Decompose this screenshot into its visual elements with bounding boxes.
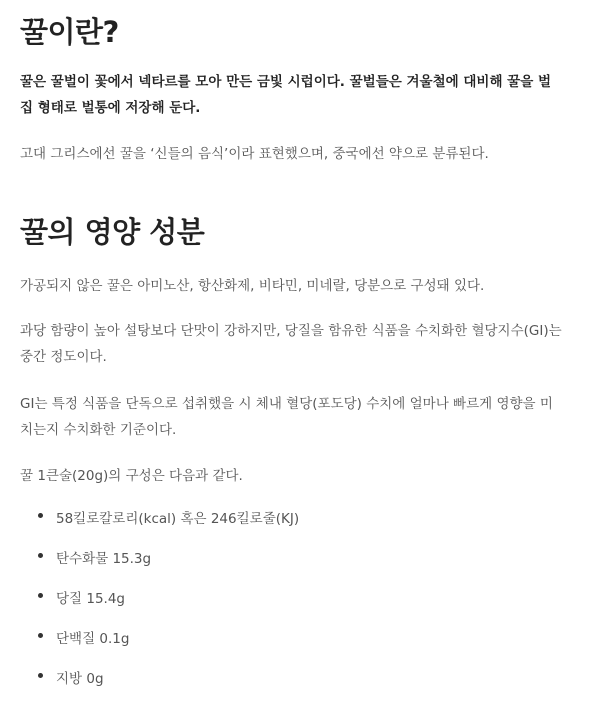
list-item-text: 당질 15.4g — [56, 591, 126, 607]
honey-history-paragraph: 고대 그리스에선 꿀을 ‘신들의 음식’이라 표현했으며, 중국에선 약으로 분류된다. — [20, 146, 489, 162]
spoon-composition-intro: 꿀 1큰술(20g)의 구성은 다음과 같다. — [20, 468, 243, 484]
bullet-icon — [38, 513, 43, 518]
bullet-icon — [38, 673, 43, 678]
list-item-text: 지방 0g — [56, 671, 104, 687]
honey-definition-paragraph: 꿀은 꿀벌이 꽃에서 넥타르를 모아 만든 금빛 시럽이다. 꿀벌들은 겨울철에 대비해 꿀을 벌집 형태로 벌통에 저장해 둔다. — [20, 74, 552, 116]
list-item-text: 58킬로칼로리(kcal) 혹은 246킬로줄(KJ) — [56, 511, 300, 527]
bullet-icon — [38, 633, 43, 638]
bullet-icon — [38, 593, 43, 598]
list-item — [38, 586, 299, 626]
nutrition-list — [38, 506, 299, 706]
list-item — [38, 546, 299, 586]
gi-definition-paragraph: GI는 특정 식품을 단독으로 섭취했을 시 체내 혈당(포도당) 수치에 얼마나 빠르게 영향을 미치는지 수치화한 기준이다. — [20, 396, 553, 438]
bullet-icon — [38, 553, 43, 558]
list-item — [38, 506, 299, 546]
list-item-text: 탄수화물 15.3g — [56, 551, 152, 567]
list-item — [38, 626, 299, 666]
section-heading-what-is-honey: 꿀이란? — [20, 15, 119, 49]
gi-level-paragraph: 과당 함량이 높아 설탕보다 단맛이 강하지만, 당질을 함유한 식품을 수치화한 혈당지수(GI)는 중간 정도이다. — [20, 323, 562, 365]
composition-paragraph: 가공되지 않은 꿀은 아미노산, 항산화제, 비타민, 미네랄, 당분으로 구성돼 있다. — [20, 278, 485, 294]
section-heading-nutrition: 꿀의 영양 성분 — [20, 215, 205, 249]
list-item-text: 단백질 0.1g — [56, 631, 130, 647]
list-item — [38, 666, 299, 706]
